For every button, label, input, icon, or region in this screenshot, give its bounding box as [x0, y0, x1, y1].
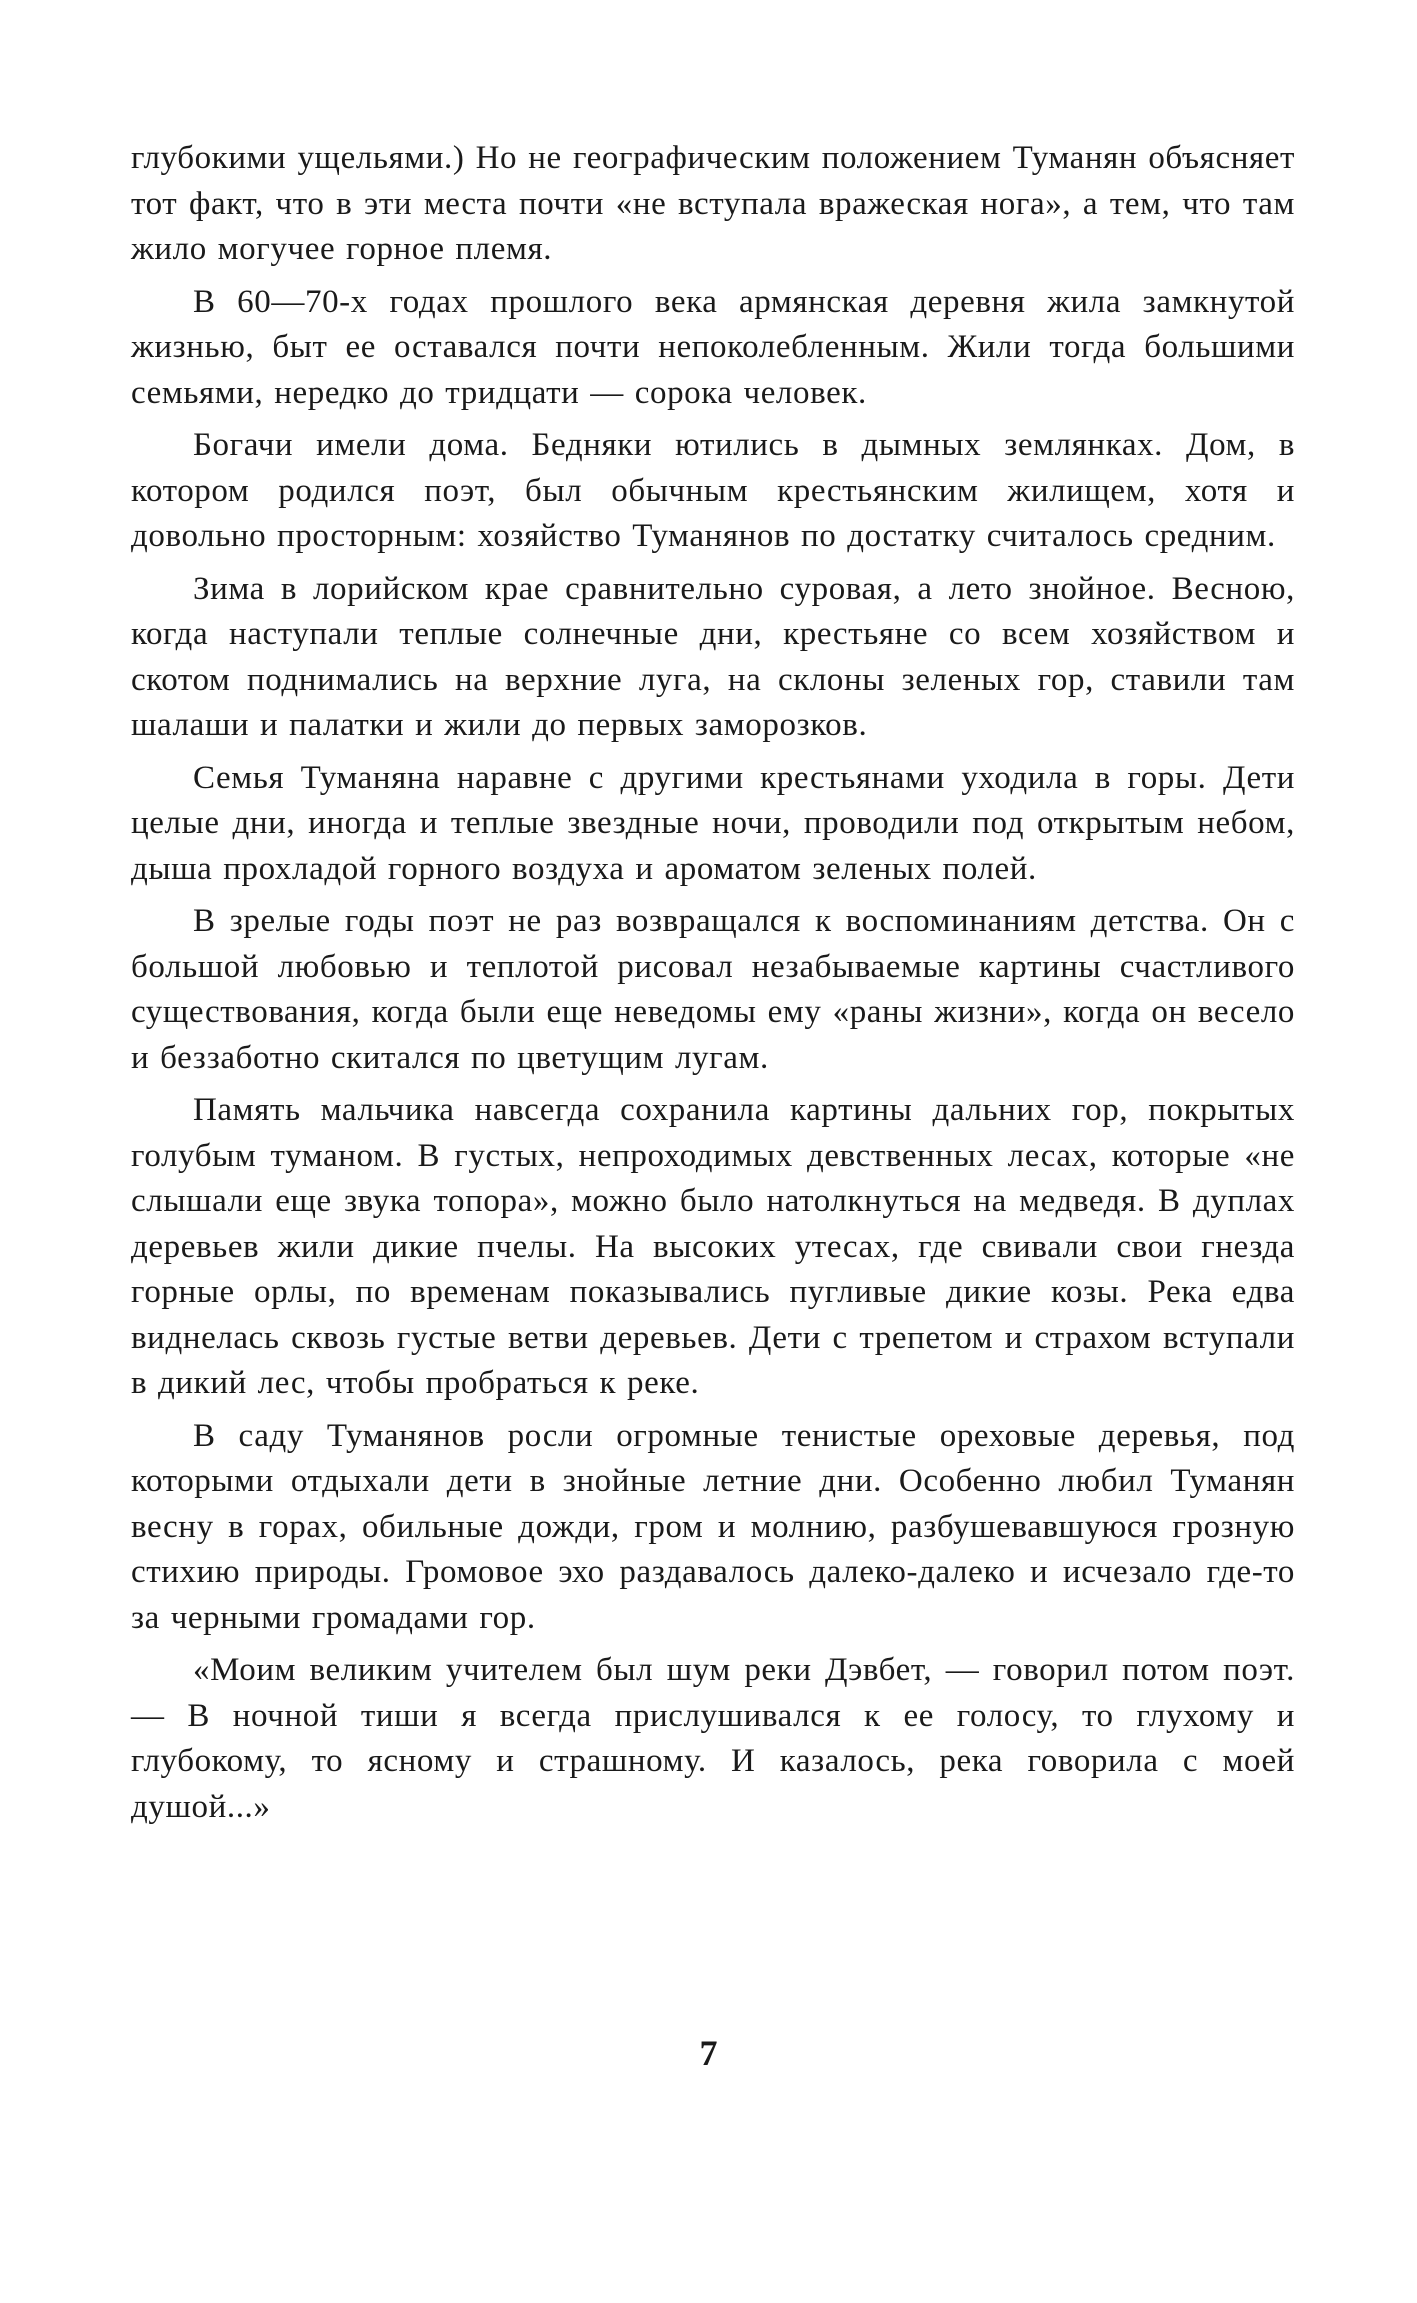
body-text	[131, 136, 1295, 1837]
paragraph-6: В зрелые годы поэт не раз возвращался к воспоминаниям детства. Он с большой любовью и теплотой рисовал незабываемые картины счастливого существования, когда были еще неведомы ему «раны жизни», когда он весело и беззаботно скитался по цветущим лугам.	[131, 903, 1295, 1076]
paragraph-9: «Моим великим учителем был шум реки Дэвбет, — говорил потом поэт. — В ночной тиши я всегда прислушивался к ее голосу, то глухому и глубокому, то ясному и страшному. И казалось, река говорила с моей душой...»	[131, 1652, 1295, 1825]
paragraph-2: В 60—70-х годах прошлого века армянская деревня жила замкнутой жизнью, быт ее оставался почти непоколебленным. Жили тогда большими семьями, нередко до тридцати — сорока человек.	[131, 283, 1295, 411]
paragraph-5: Семья Туманяна наравне с другими крестьянами уходила в горы. Дети целые дни, иногда и теплые звездные ночи, проводили под открытым небом, дыша прохладой горного воздуха и ароматом зеленых полей.	[131, 759, 1295, 887]
paragraph-8: В саду Туманянов росли огромные тенистые ореховые деревья, под которыми отдыхали дети в знойные летние дни. Особенно любил Туманян весну в горах, обильные дожди, гром и молнию, разбушевавшуюся грозную стихию природы. Громовое эхо раздавалось далеко-далеко и исчезало где-то за черными громадами гор.	[131, 1417, 1295, 1636]
paragraph-7: Память мальчика навсегда сохранила картины дальних гор, покрытых голубым туманом. В густых, непроходимых девственных лесах, которые «не слышали еще звука топора», можно было натолкнуться на медведя. В дуплах деревьев жили дикие пчелы. На высоких утесах, где свивали свои гнезда горные орлы, по временам показывались пугливые дикие козы. Река едва виднелась сквозь густые ветви деревьев. Дети с трепетом и страхом вступали в дикий лес, чтобы пробраться к реке.	[131, 1092, 1295, 1401]
paragraph-1: глубокими ущельями.) Но не географическим положением Туманян объясняет тот факт, что в эти места почти «не вступала вражеская нога», а тем, что там жило могучее горное племя.	[131, 140, 1295, 267]
page-number: 7	[699, 2033, 718, 2073]
paragraph-3: Богачи имели дома. Бедняки ютились в дымных землянках. Дом, в котором родился поэт, был обычным крестьянским жилищем, хотя и довольно просторным: хозяйство Туманянов по достатку считалось средним.	[131, 427, 1295, 554]
paragraph-4: Зима в лорийском крае сравнительно суровая, а лето знойное. Весною, когда наступали теплые солнечные дни, крестьяне со всем хозяйством и скотом поднимались на верхние луга, на склоны зеленых гор, ставили там шалаши и палатки и жили до первых заморозков.	[131, 570, 1295, 743]
